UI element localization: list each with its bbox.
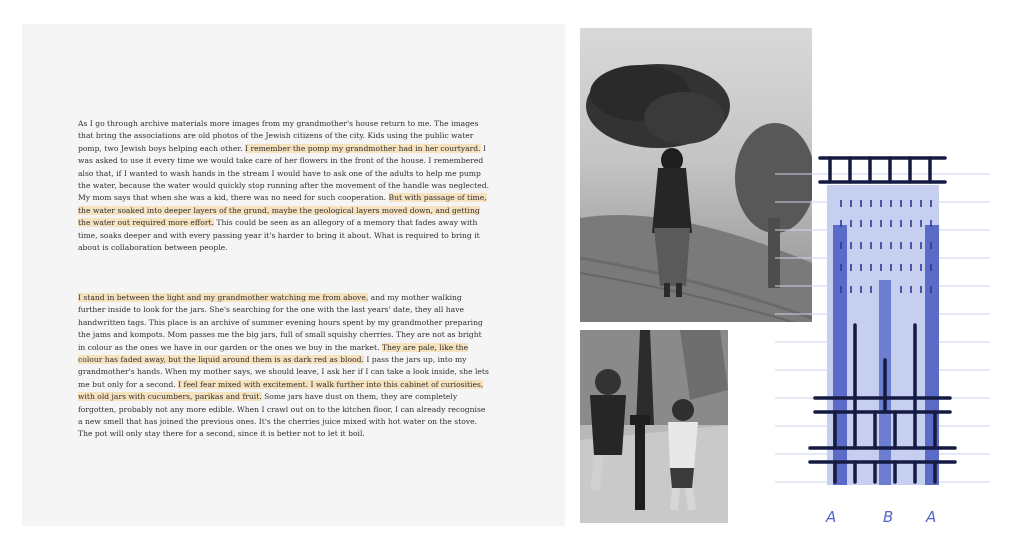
highlighted-text: I feel fear mixed with excitement. I walk further into this cabinet of curiosities, with old jars with cucumbers, parikas and fruit. bbox=[78, 379, 484, 402]
sketch-label-b: B bbox=[883, 508, 894, 526]
body-text: As I go through archive materials more images from my grandmother's house return to me. The images that bring the associations are old photos of the Jewish citizens of the city. Kids using the public water pomp, two Jewish boys helping each other. bbox=[78, 119, 479, 153]
highlighted-text: But with passage of time, the water soaked into deeper layers of the grund, maybe the geological layers moved down, and getting the water out required more effort. bbox=[78, 193, 487, 228]
paragraph-1 bbox=[78, 118, 490, 254]
body-text: and my mother walking further inside to look for the jars. She's searching for the one with the last years' date, they all have handwritten tags. This place is an archive of summer evening hours spent by my grandmother preparing the jams and kompots. Mom passes me the big jars, full of small squishy cherries. They are not as bright in colour as the ones we have in our garden or the ones we buy in the market. bbox=[78, 293, 483, 352]
left-page bbox=[22, 24, 565, 526]
highlighted-text: They are pale, like the colour has faded away, but the liquid around them is as dark red as blood. bbox=[78, 342, 469, 365]
photo-boys-at-water-pump bbox=[580, 330, 728, 523]
body-text: I pass the jars up, into my grandmother's hands. When my mother says, we should leave, I ask her if I can take a look inside, she lets me but only for a second. bbox=[78, 355, 489, 389]
body-text: I was asked to use it every time we would take care of her flowers in the front of the house. I remembered also that, if I wanted to wash hands in the stream I would have to ask one of the adults to help me pump the water, because the water would quickly stop running after the movement of the handle was neglected. My mom says that when she was a kid, there was no need for such cooperation. bbox=[78, 143, 489, 203]
sketch-label-a-left: A bbox=[826, 508, 837, 526]
sketch-label-a-right: A bbox=[926, 508, 937, 526]
paragraph-2 bbox=[78, 292, 490, 441]
highlighted-text: I stand in between the light and my grandmother watching me from above, bbox=[78, 293, 369, 302]
ink-sketch-gate bbox=[775, 130, 990, 530]
body-text: Some jars have dust on them, they are completely forgotten, probably not any more edible. When I crawl out on to the kitchen floor, I can already recognise a new smell that has joined the previous ones. It's the cherries juice mixed with hot water on the stove. The pot will only stay there for a second, since it is better not to let it boil. bbox=[78, 392, 486, 439]
highlighted-text: I remember the pomp my grandmother had in her courtyard. bbox=[245, 143, 481, 153]
body-text: This could be seen as an allegory of a memory that fades away with time, soaks deeper and with every passing year it's harder to bring it about. What is required to bring it about is collaboration between people. bbox=[78, 218, 480, 253]
